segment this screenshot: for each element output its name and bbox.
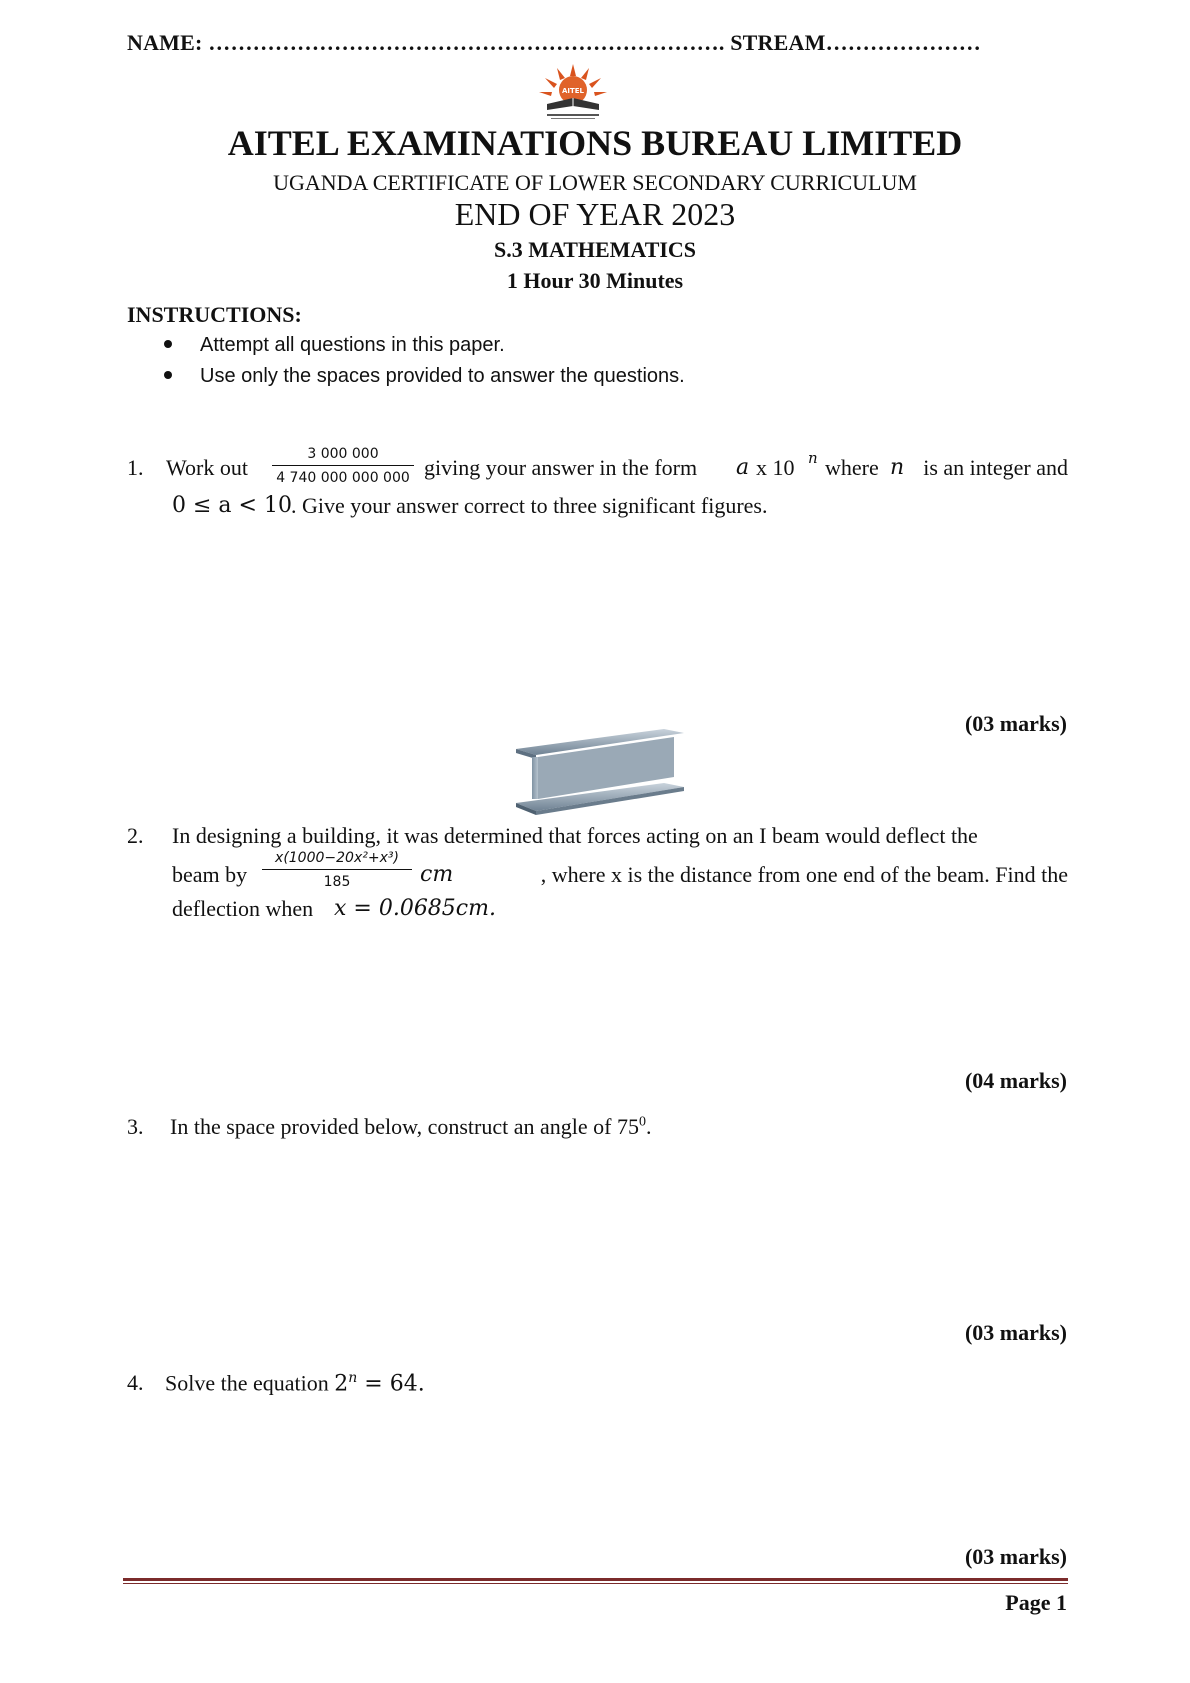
q1-exponent: n bbox=[808, 449, 818, 467]
q1-line2: . Give your answer correct to three significant figures. bbox=[291, 493, 768, 518]
footer-rule bbox=[123, 1578, 1068, 1581]
q1-is-integer: is an integer and bbox=[923, 455, 1068, 480]
q2-fraction bbox=[262, 850, 412, 890]
q2-beam-by: beam by bbox=[172, 862, 248, 887]
term-title: END OF YEAR 2023 bbox=[454, 196, 736, 232]
page-number: Page 1 bbox=[1005, 1590, 1067, 1615]
q3-number: 3. bbox=[127, 1114, 144, 1139]
q1-n: n bbox=[890, 455, 905, 480]
q2-line3-math: x = 0.0685cm. bbox=[334, 896, 496, 921]
q2-numerator: x(1000−20x²+x³) bbox=[275, 850, 399, 866]
q3-text: In the space provided below, construct an angle of $75^0$. bbox=[170, 1114, 652, 1139]
aitel-logo bbox=[533, 62, 613, 122]
footer-rule-thin bbox=[123, 1583, 1068, 1584]
q2-line2: , where x is the distance from one end of the beam. Find the bbox=[540, 862, 1068, 887]
org-title: AITEL EXAMINATIONS BUREAU LIMITED bbox=[227, 123, 963, 163]
duration-line: 1 Hour 30 Minutes bbox=[506, 268, 684, 293]
q1-numerator: 3 000 000 bbox=[307, 446, 379, 462]
q1-mid: giving your answer in the form bbox=[424, 455, 698, 480]
q1-denominator: 4 740 000 000 000 bbox=[276, 470, 410, 486]
q1-number: 1. bbox=[127, 455, 144, 480]
subject-line: S.3 MATHEMATICS bbox=[493, 237, 697, 262]
bullet-icon bbox=[164, 371, 172, 379]
q1-x10: x 10 bbox=[756, 455, 795, 480]
q2-denominator: 185 bbox=[323, 874, 351, 890]
q1-condition: 0 ≤ a < 10 bbox=[172, 493, 292, 518]
q1-where: where bbox=[825, 455, 879, 480]
instructions-title: INSTRUCTIONS: bbox=[127, 302, 302, 327]
fraction-bar bbox=[272, 465, 414, 466]
q2-line1: In designing a building, it was determined that forces acting on an I beam would deflect the bbox=[172, 823, 978, 848]
q1-pre: Work out bbox=[166, 455, 248, 480]
fraction-bar bbox=[262, 869, 412, 870]
q2-marks: (04 marks) bbox=[964, 1068, 1067, 1093]
q4-number: 4. bbox=[127, 1370, 144, 1395]
q3-marks: (03 marks) bbox=[964, 1320, 1067, 1345]
q4-text: Solve the equation $2^n = 64$. bbox=[165, 1370, 425, 1397]
i-beam-image bbox=[514, 727, 689, 817]
q2-unit: cm bbox=[420, 862, 454, 887]
q1-marks: (03 marks) bbox=[964, 711, 1067, 736]
name-stream-line: NAME: ……………………………………………………………. STREAM………………… bbox=[127, 30, 981, 55]
logo-text: AITEL bbox=[561, 87, 585, 95]
q2-number: 2. bbox=[127, 823, 144, 848]
q1-a: a bbox=[736, 455, 750, 480]
q2-line3-pre: deflection when bbox=[172, 896, 314, 921]
curriculum-line: UGANDA CERTIFICATE OF LOWER SECONDARY CURRICULUM bbox=[273, 170, 917, 195]
bullet-icon bbox=[164, 340, 172, 348]
q4-marks: (03 marks) bbox=[964, 1544, 1067, 1569]
q1-fraction bbox=[272, 446, 414, 486]
